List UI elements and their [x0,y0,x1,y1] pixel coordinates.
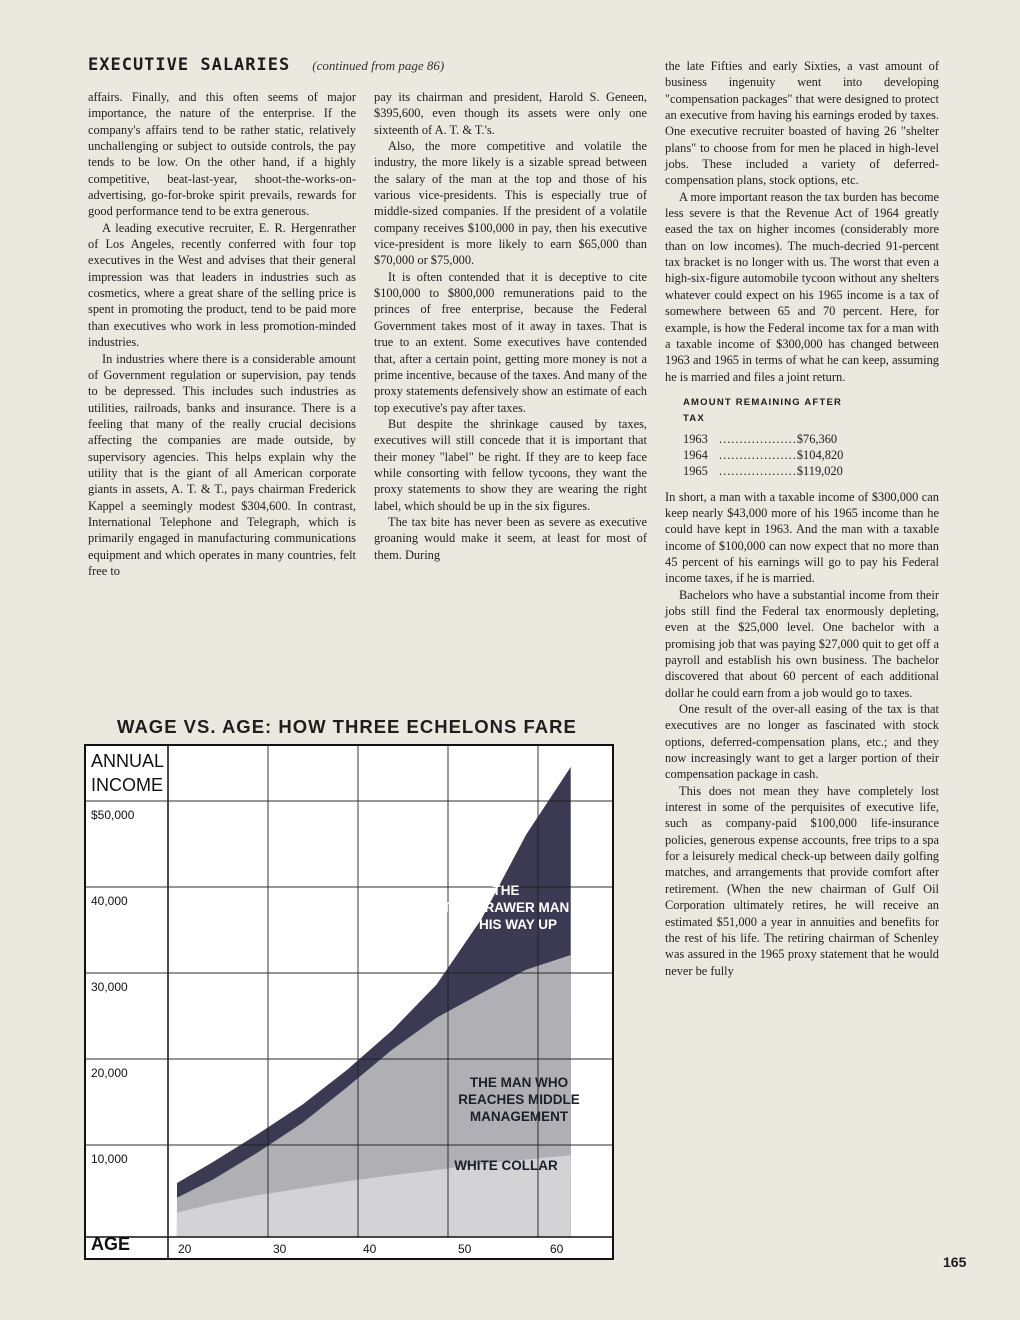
paragraph: affairs. Finally, and this often seems of major importance, the nature of the enterprise. If the company's affairs tend to be rather static, relatively unchallenging or subject to outside controls, the pay tends to be low. On the other hand, if a highly competitive, beat-last-year, shoot-the-works-on-advertising, go-for-broke spirit prevails, rewards for good performance tend to be extra generous. [88,90,356,219]
y-axis-label: INCOME [91,775,163,795]
x-tick-label: 20 [178,1242,192,1256]
article-column-2 [374,89,647,563]
table-cell-leader: ................... [719,447,797,462]
y-axis-label: ANNUAL [91,751,165,771]
y-tick-label: 20,000 [91,1066,128,1080]
table-cell-amount: $104,820 [796,447,844,462]
paragraph: In industries where there is a considerable amount of Government regulation or supervision, pay tends to be depressed. This includes such industries as utilities, railroads, banks and insurance. There is a feeling that many of the really crucial decisions affecting the companies are made outside, by supervisory agencies. This helps explain why the utility that is the giant of all American corporate giants in assets, A. T. & T., pays chairman Frederick Kappel a seemingly modest $304,600. In contrast, International Telephone and Telegraph, which is primarily engaged in manufacturing communications equipment and which operates in many countries, felt free to [88,351,356,578]
article-column-3 [665,58,939,979]
table-cell-leader: ................... [719,431,797,446]
paragraph: Also, the more competitive and volatile the industry, the more likely is a sizable spread between the salary of the man at the top and those of his various vice-presidents. This is especially true of middle-sized companies. If the president of a volatile company receives $100,000 in pay, then his executive vice-president is more likely to earn $65,000 than $70,000 or $75,000. [374,139,647,268]
series-label-white-collar: WHITE COLLAR [454,1158,558,1173]
y-tick-label: 40,000 [91,894,128,908]
chart-title: WAGE VS. AGE: HOW THREE ECHELONS FARE [117,716,577,737]
series-label-top-drawer: TOP-DRAWER MAN [442,900,570,915]
paragraph: A more important reason the tax burden has become less severe is that the Revenue Act of 1964 greatly eased the tax on higher incomes (considerably more than on low incomes). The much-decried 91-percent tax bracket is no longer with us. The worst that even a high-six-figure automobile tycoon without any shelters whatever could expect on his 1965 income is a tax of somewhere between 65 and 70 percent. Here, for example, is how the Federal income tax for a man with a taxable income of $300,000 has changed between 1963 and 1965 in terms of what he can keep, assuming he is married and files a joint return. [665,189,939,384]
paragraph: pay its chairman and president, Harold S. Geneen, $395,600, even though its assets were only one sixteenth of A. T. & T.'s. [374,90,647,137]
wage-age-chart [83,743,653,1265]
table-row [683,447,843,463]
x-axis-label: AGE [91,1234,131,1254]
paragraph: A leading executive recruiter, E. R. Hergenrather of Los Angeles, recently conferred with four top executives in the West and advises that their general impression was that leaders in industries such as cosmetics, where a great share of the selling price is spent in promoting the product, tend to be paid more than executives who work in less promotion-minded industries. [88,220,356,350]
paragraph: This does not mean they have completely lost interest in some of the perquisites of executive life, such as company-paid $100,000 life-insurance policies, generous expense accounts, free trips to a spa for a leisurely medical check-up between daily golfing matches, and arrangements that provide comfort after retirement. (When the new chairman of Gulf Oil Corporation ultimately retires, he will receive an estimated $51,000 a year in annuities and benefits for the rest of his life. The retiring chairman of Schenley was assured in the 1965 proxy statement that he would never be fully [665,783,939,978]
table-cell-amount: $76,360 [796,431,838,446]
series-label-middle-management: THE MAN WHO [469,1075,569,1090]
x-tick-label: 40 [363,1242,377,1256]
table-cell-leader: ................... [719,463,797,478]
continued-note: (continued from page 86) [312,58,445,73]
paragraph: the late Fifties and early Sixties, a vast amount of business ingenuity went into developing "compensation packages" that were designed to protect an executive from having his earnings eroded by taxes. One executive recruiter boasted of having 26 "shelter plans" to choose from for men he placed in high-level jobs. These included a variety of deferred-compensation plans, stock options, etc. [665,59,939,188]
y-tick-label: 30,000 [91,980,128,994]
series-label-top-drawer: ON HIS WAY UP [454,917,558,932]
table-cell-year: 1964 [683,447,708,462]
tax-table [683,395,843,479]
paragraph: In short, a man with a taxable income of $300,000 can keep nearly $43,000 more of his 1965 income than he could have kept in 1963. And the man with a taxable income of $100,000 can now expect that no more than 45 percent of his earnings will go to pay his Federal income taxes, if he is married. [665,489,939,586]
x-tick-label: 30 [273,1242,287,1256]
series-label-top-drawer: THE [492,883,520,898]
article-column-1 [88,89,356,579]
paragraph: It is often contended that it is deceptive to cite $100,000 to $800,000 remunerations paid to the princes of free enterprise, because the Federal Government takes most of it away in taxes. That is true to an extent. Some executives have contended that, after a certain point, getting more money is not a prime incentive, because of the taxes. And many of the proxy statements defensively show an estimate of each top executive's pay after taxes. [374,269,647,415]
paragraph: One result of the over-all easing of the tax is that executives are no longer as fascinated with stock options, deferred-compensation plans, etc.; and they now increasingly want to get a larger portion of their compensation package in cash. [665,702,939,782]
paragraph: The tax bite has never been as severe as executive groaning would make it seem, at least for most of them. During [374,514,647,562]
y-tick-label: $50,000 [91,808,135,822]
series-label-middle-management: REACHES MIDDLE [458,1092,580,1107]
y-tick-label: 10,000 [91,1152,128,1166]
x-tick-label: 60 [550,1242,564,1256]
paragraph: But despite the shrinkage caused by taxes, executives will still concede that it is important that their money "label" be right. If they are to keep face while consorting with fellow tycoons, they want the proxy statements to show they are wearing the right label, which should be up in the six figures. [374,416,647,513]
paragraph: Bachelors who have a substantial income from their jobs still find the Federal tax enormously depleting, even at the $25,000 level. One bachelor with a promising job that was paying $27,000 quit to get off a payroll and establish his own business. The bachelor discovered that about 60 percent of each additional dollar he could earn from a job would go to taxes. [665,587,939,700]
page-number: 165 [943,1254,967,1270]
table-row [683,463,843,479]
page-header [88,55,668,85]
tax-table-caption: AMOUNT REMAINING AFTER TAX [683,396,843,425]
table-cell-amount: $119,020 [796,463,843,478]
x-tick-label: 50 [458,1242,472,1256]
table-cell-year: 1965 [683,463,708,478]
table-cell-year: 1963 [683,431,708,446]
table-row [683,431,843,447]
section-title: EXECUTIVE SALARIES [88,55,291,75]
series-label-middle-management: MANAGEMENT [469,1109,569,1124]
